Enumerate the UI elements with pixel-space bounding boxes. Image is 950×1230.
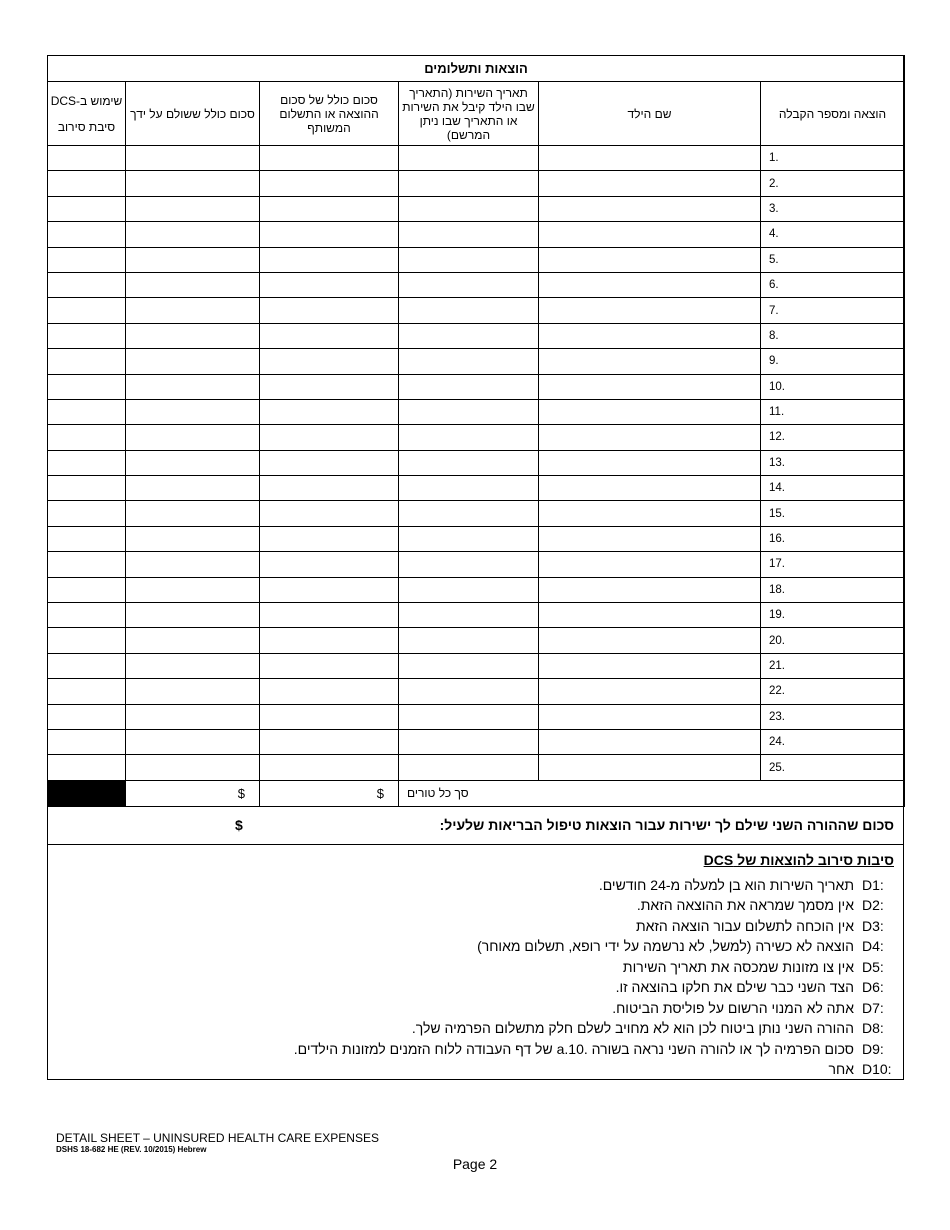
child-name-field[interactable]: [539, 704, 761, 729]
expense-receipt-field[interactable]: 8.: [761, 323, 905, 348]
service-date-field[interactable]: [399, 501, 539, 526]
denial-reason-item: [637, 897, 894, 913]
expense-receipt-field[interactable]: 5.: [761, 247, 905, 272]
child-name-field[interactable]: [539, 272, 761, 297]
denial-reason-field[interactable]: [48, 501, 126, 526]
table-row: [48, 628, 905, 653]
expense-receipt-field[interactable]: 4.: [761, 222, 905, 247]
denial-reason-field[interactable]: [48, 222, 126, 247]
expense-receipt-field[interactable]: 22.: [761, 679, 905, 704]
denial-reason-field[interactable]: [48, 425, 126, 450]
service-date-field[interactable]: [399, 729, 539, 754]
table-row: [48, 679, 905, 704]
service-date-field[interactable]: [399, 425, 539, 450]
service-date-field[interactable]: [399, 247, 539, 272]
table-row: [48, 323, 905, 348]
page-number: Page 2: [452, 1156, 498, 1172]
denial-reason-text: אין מסמך שמראה את ההוצאה הזאת.: [636, 897, 854, 913]
table-row: [48, 501, 905, 526]
header-total-expense: סכום כולל של סכום ההוצאה או התשלום המשותף: [260, 82, 399, 146]
denial-reason-field[interactable]: [48, 349, 126, 374]
denial-reason-field[interactable]: [48, 171, 126, 196]
denial-reason-text: אחר: [828, 1061, 854, 1077]
denial-reason-item: [477, 938, 894, 954]
child-name-field[interactable]: [539, 146, 761, 171]
amount-paid-field[interactable]: [126, 425, 260, 450]
denial-reason-field[interactable]: [48, 146, 126, 171]
total-expense-field[interactable]: [260, 272, 399, 297]
currency-symbol: $: [237, 785, 245, 801]
amount-paid-field[interactable]: [126, 603, 260, 628]
denial-reason-text: הוצאה לא כשירה (למשל, לא נרשמה על ידי רופא, תשלום מאוחר): [477, 938, 854, 954]
total-expense-field[interactable]: [260, 146, 399, 171]
total-expense-field[interactable]: [260, 653, 399, 678]
expense-receipt-field[interactable]: 3.: [761, 196, 905, 221]
service-date-field[interactable]: [399, 526, 539, 551]
amount-paid-field[interactable]: [126, 298, 260, 323]
child-name-field[interactable]: [539, 247, 761, 272]
amount-paid-field[interactable]: [126, 628, 260, 653]
service-date-field[interactable]: [399, 374, 539, 399]
amount-paid-field[interactable]: [126, 171, 260, 196]
expense-receipt-field[interactable]: 10.: [761, 374, 905, 399]
denial-reason-field[interactable]: [48, 323, 126, 348]
header-amount-paid: סכום כולל ששולם על ידך: [126, 82, 260, 146]
amount-paid-field[interactable]: [126, 526, 260, 551]
denial-reason-code: D7:: [862, 1000, 884, 1016]
total-expense-field[interactable]: [260, 780, 399, 806]
amount-paid-field[interactable]: [126, 374, 260, 399]
service-date-field[interactable]: [399, 476, 539, 501]
table-row: [48, 603, 905, 628]
expenses-table: [47, 55, 905, 807]
child-name-field[interactable]: [539, 552, 761, 577]
service-date-field[interactable]: [399, 171, 539, 196]
service-date-field[interactable]: [399, 755, 539, 780]
child-name-field[interactable]: [539, 603, 761, 628]
footer-form-number: DSHS 18-682 HE (REV. 10/2015) Hebrew: [56, 1145, 207, 1154]
denial-reason-item: [294, 1041, 894, 1057]
total-expense-field[interactable]: [260, 704, 399, 729]
denial-reason-text: אין צו מזונות שמכסה את תאריך השירות: [622, 959, 854, 975]
denial-reasons-heading: סיבות סירוב להוצאות של DCS: [703, 852, 894, 868]
denial-reason-field[interactable]: [48, 298, 126, 323]
total-expense-field[interactable]: [260, 425, 399, 450]
amount-paid-field[interactable]: [126, 729, 260, 754]
denial-reason-text: תאריך השירות הוא בן למעלה מ-24 חודשים.: [598, 877, 854, 893]
denial-reason-field[interactable]: [48, 374, 126, 399]
table-row: [48, 171, 905, 196]
denial-reason-field[interactable]: [48, 450, 126, 475]
header-dcs-use: [48, 82, 126, 146]
amount-paid-field[interactable]: [126, 501, 260, 526]
denial-reason-item: [616, 979, 894, 995]
denial-reason-item: [623, 959, 894, 975]
denial-reason-field[interactable]: [48, 653, 126, 678]
expense-receipt-field[interactable]: 12.: [761, 425, 905, 450]
expense-receipt-field[interactable]: 14.: [761, 476, 905, 501]
denial-reason-item: [612, 1000, 894, 1016]
total-expense-field[interactable]: [260, 298, 399, 323]
service-date-field[interactable]: [399, 704, 539, 729]
service-date-field[interactable]: [399, 298, 539, 323]
denial-reason-field[interactable]: [48, 679, 126, 704]
service-date-field[interactable]: [399, 222, 539, 247]
denial-reason-field[interactable]: [48, 247, 126, 272]
amount-paid-field[interactable]: [126, 146, 260, 171]
total-expense-field[interactable]: [260, 399, 399, 424]
service-date-field[interactable]: [399, 653, 539, 678]
total-expense-field[interactable]: [260, 628, 399, 653]
total-expense-field[interactable]: [260, 577, 399, 602]
total-expense-field[interactable]: [260, 501, 399, 526]
total-expense-field[interactable]: [260, 603, 399, 628]
service-date-field[interactable]: [399, 679, 539, 704]
service-date-field[interactable]: [399, 272, 539, 297]
total-expense-field[interactable]: [260, 755, 399, 780]
expense-receipt-field[interactable]: 1.: [761, 146, 905, 171]
denial-reason-field[interactable]: [48, 399, 126, 424]
expense-receipt-field[interactable]: 2.: [761, 171, 905, 196]
service-date-field[interactable]: [399, 146, 539, 171]
denial-reason-code: D8:: [862, 1020, 884, 1036]
expense-receipt-field[interactable]: 23.: [761, 704, 905, 729]
denial-reason-field[interactable]: [48, 755, 126, 780]
amount-paid-field[interactable]: [126, 399, 260, 424]
amount-paid-field[interactable]: [126, 653, 260, 678]
total-expense-field[interactable]: [260, 552, 399, 577]
denial-reason-field[interactable]: [48, 552, 126, 577]
child-name-field[interactable]: [539, 755, 761, 780]
table-row: [48, 247, 905, 272]
expense-receipt-field[interactable]: 16.: [761, 526, 905, 551]
child-name-field[interactable]: [539, 196, 761, 221]
child-name-field[interactable]: [539, 729, 761, 754]
denial-reason-text: הצד השני כבר שילם את חלקו בהוצאה זו.: [615, 979, 854, 995]
denial-reason-code: D3:: [862, 918, 884, 934]
dcs-use-label: שימוש ב-DCS: [50, 93, 123, 108]
denial-reason-code: D4:: [862, 938, 884, 954]
denial-reason-code: D10:: [862, 1061, 892, 1077]
amount-paid-field[interactable]: [126, 755, 260, 780]
denial-reason-field[interactable]: [48, 272, 126, 297]
service-date-field[interactable]: [399, 603, 539, 628]
amount-paid-field[interactable]: [126, 222, 260, 247]
denial-reason-text: אתה לא המנוי הרשום על פוליסת הביטוח.: [612, 1000, 854, 1016]
expense-receipt-field[interactable]: 19.: [761, 603, 905, 628]
denial-reason-text: ההורה השני נותן ביטוח לכן הוא לא מחויב לשלם חלק מתשלום הפרמיה שלך.: [411, 1020, 854, 1036]
child-name-field[interactable]: [539, 526, 761, 551]
total-expense-field[interactable]: [260, 247, 399, 272]
total-expense-field[interactable]: [260, 196, 399, 221]
expense-receipt-field[interactable]: 21.: [761, 653, 905, 678]
header-expense-receipt: הוצאה ומספר הקבלה: [761, 82, 905, 146]
amount-paid-field[interactable]: [126, 679, 260, 704]
amount-paid-field[interactable]: [126, 476, 260, 501]
total-expense-field[interactable]: [260, 171, 399, 196]
total-expense-field[interactable]: [260, 323, 399, 348]
child-name-field[interactable]: [539, 653, 761, 678]
table-row: [48, 450, 905, 475]
amount-paid-field[interactable]: [126, 247, 260, 272]
child-name-field[interactable]: [539, 679, 761, 704]
denial-reason-field[interactable]: [48, 196, 126, 221]
denial-reason-text: אין הוכחה לתשלום עבור הוצאה הזאת: [635, 918, 854, 934]
table-row: [48, 476, 905, 501]
total-expense-field[interactable]: [260, 679, 399, 704]
child-name-field[interactable]: [539, 476, 761, 501]
header-service-date: תאריך השירות (התאריך שבו הילד קיבל את השירות או התאריך שבו ניתן המרשם): [399, 82, 539, 146]
expense-receipt-field[interactable]: 13.: [761, 450, 905, 475]
amount-paid-field[interactable]: [126, 704, 260, 729]
amount-paid-field[interactable]: [126, 349, 260, 374]
service-date-field[interactable]: [399, 628, 539, 653]
expense-receipt-field[interactable]: 9.: [761, 349, 905, 374]
total-expense-field[interactable]: [260, 374, 399, 399]
amount-paid-field[interactable]: [126, 272, 260, 297]
denial-reason-code: D5:: [862, 959, 884, 975]
total-expense-field[interactable]: [260, 526, 399, 551]
total-blocked-cell: [48, 780, 126, 806]
child-name-field[interactable]: [539, 399, 761, 424]
table-row: [48, 374, 905, 399]
footer-title: DETAIL SHEET – UNINSURED HEALTH CARE EXPENSES: [56, 1131, 379, 1145]
total-expense-field[interactable]: [260, 349, 399, 374]
table-row: [48, 755, 905, 780]
other-parent-payment-label: סכום שההורה השני שילם לך ישירות עבור הוצאות טיפול הבריאות שלעיל:: [439, 817, 894, 833]
expense-receipt-field[interactable]: 6.: [761, 272, 905, 297]
child-name-field[interactable]: [539, 323, 761, 348]
child-name-field[interactable]: [539, 450, 761, 475]
service-date-field[interactable]: [399, 450, 539, 475]
total-label: סך כל טורים: [399, 780, 905, 806]
child-name-field[interactable]: [539, 577, 761, 602]
table-row: [48, 222, 905, 247]
expense-receipt-field[interactable]: 24.: [761, 729, 905, 754]
amount-paid-field[interactable]: [126, 323, 260, 348]
denial-reason-field[interactable]: [48, 704, 126, 729]
denial-reason-code: D2:: [862, 897, 884, 913]
table-row: [48, 399, 905, 424]
expense-receipt-field[interactable]: 17.: [761, 552, 905, 577]
table-row: [48, 425, 905, 450]
service-date-field[interactable]: [399, 399, 539, 424]
denial-reason-item: [599, 877, 894, 893]
table-row: [48, 298, 905, 323]
denial-reason-code: D6:: [862, 979, 884, 995]
denial-reason-item: [636, 918, 894, 934]
expense-receipt-field[interactable]: 20.: [761, 628, 905, 653]
amount-paid-field[interactable]: [126, 196, 260, 221]
service-date-field[interactable]: [399, 349, 539, 374]
table-row: [48, 196, 905, 221]
table-row: [48, 272, 905, 297]
denial-reason-item: [412, 1020, 894, 1036]
expense-receipt-field[interactable]: 7.: [761, 298, 905, 323]
table-row: [48, 653, 905, 678]
expense-receipt-field[interactable]: 11.: [761, 399, 905, 424]
denial-reason-field[interactable]: [48, 603, 126, 628]
amount-paid-field[interactable]: [126, 450, 260, 475]
table-row: [48, 577, 905, 602]
total-expense-field[interactable]: [260, 476, 399, 501]
service-date-field[interactable]: [399, 196, 539, 221]
table-row: [48, 146, 905, 171]
denial-reason-text: סכום הפרמיה לך או להורה השני נראה בשורה .10.a של דף העבודה ללוח הזמנים למזונות הילדים.: [293, 1041, 854, 1057]
service-date-field[interactable]: [399, 552, 539, 577]
child-name-field[interactable]: [539, 349, 761, 374]
denial-reason-label: סיבת סירוב: [57, 119, 116, 134]
amount-paid-field[interactable]: [126, 577, 260, 602]
total-expense-field[interactable]: [260, 450, 399, 475]
child-name-field[interactable]: [539, 425, 761, 450]
total-expense-field[interactable]: [260, 729, 399, 754]
expense-receipt-field[interactable]: 25.: [761, 755, 905, 780]
total-expense-field[interactable]: [260, 222, 399, 247]
child-name-field[interactable]: [539, 222, 761, 247]
service-date-field[interactable]: [399, 323, 539, 348]
currency-symbol: $: [376, 785, 384, 801]
denial-reason-field[interactable]: [48, 577, 126, 602]
table-title: הוצאות ותשלומים: [48, 56, 905, 82]
table-row: [48, 552, 905, 577]
expense-receipt-field[interactable]: 15.: [761, 501, 905, 526]
header-child-name: שם הילד: [539, 82, 761, 146]
denial-reason-code: D1:: [862, 877, 884, 893]
service-date-field[interactable]: [399, 577, 539, 602]
child-name-field[interactable]: [539, 298, 761, 323]
table-row: [48, 349, 905, 374]
child-name-field[interactable]: [539, 171, 761, 196]
total-amount-paid-field[interactable]: [126, 780, 260, 806]
amount-paid-field[interactable]: [126, 552, 260, 577]
child-name-field[interactable]: [539, 628, 761, 653]
denial-reason-item: [829, 1061, 894, 1077]
denial-reason-field[interactable]: [48, 526, 126, 551]
child-name-field[interactable]: [539, 374, 761, 399]
child-name-field[interactable]: [539, 501, 761, 526]
denial-reason-field[interactable]: [48, 628, 126, 653]
denial-reason-field[interactable]: [48, 729, 126, 754]
denial-reason-field[interactable]: [48, 476, 126, 501]
table-row: [48, 729, 905, 754]
table-row: [48, 704, 905, 729]
expense-receipt-field[interactable]: 18.: [761, 577, 905, 602]
table-row: [48, 526, 905, 551]
other-parent-payment-field[interactable]: $: [235, 817, 243, 833]
denial-reason-code: D9:: [862, 1041, 884, 1057]
other-parent-payment-row: [47, 805, 904, 845]
